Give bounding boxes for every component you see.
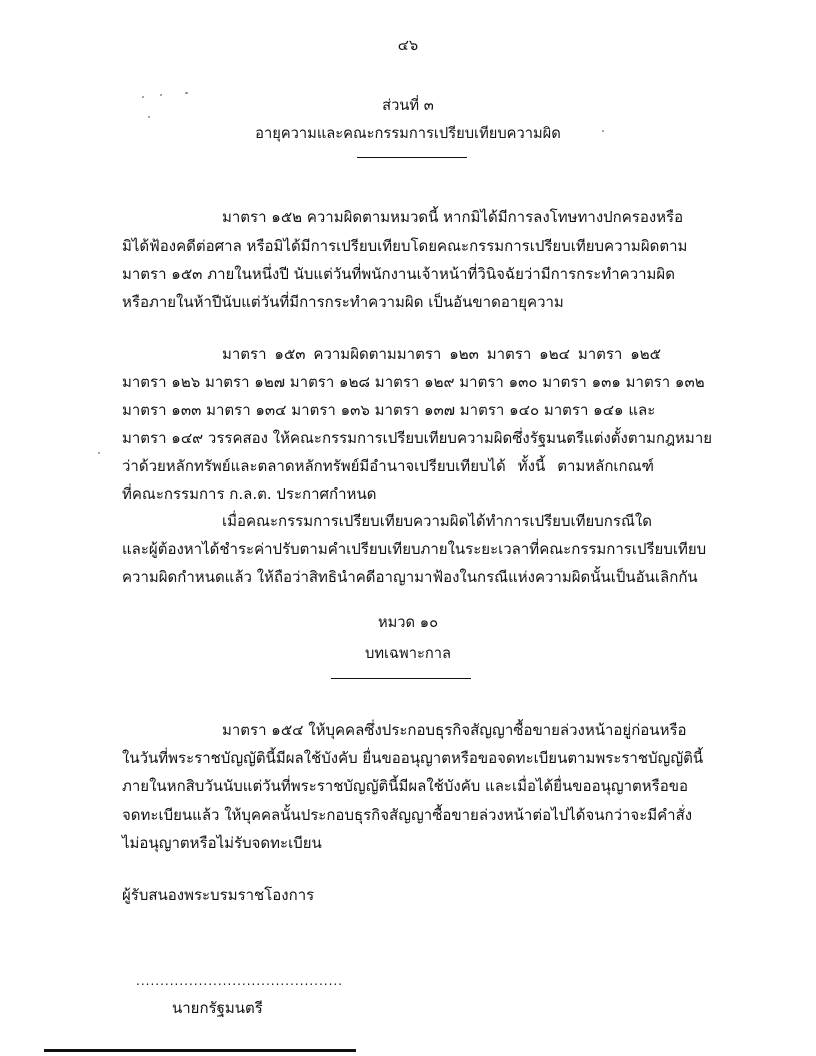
section-152-line: หรือภายในห้าปีนับแต่วันที่มีการกระทำความผิด เป็นอันขาดอายุความ (122, 293, 564, 311)
section-153-line: มาตรา ๑๕๓ ความผิดตามมาตรา ๑๒๓ มาตรา ๑๒๔ มาตรา ๑๒๕ (222, 345, 661, 363)
signature-dotted-line: ........................................... (136, 974, 344, 988)
section-153-line: ที่คณะกรรมการ ก.ล.ต. ประกาศกำหนด (122, 485, 377, 503)
section-152-line: มิได้ฟ้องคดีต่อศาล หรือมิได้มีการเปรียบเทียบโดยคณะกรรมการเปรียบเทียบความผิดตาม (122, 237, 688, 255)
page-number: ๔๖ (397, 37, 419, 54)
page-bottom-border (44, 1049, 356, 1052)
section-153-line: มาตรา ๑๓๓ มาตรา ๑๓๔ มาตรา ๑๓๖ มาตรา ๑๓๗ มาตรา ๑๔๐ มาตรา ๑๔๑ และ (122, 401, 656, 419)
scan-speck (98, 452, 100, 454)
section-153-para2-line: ความผิดกำหนดแล้ว ให้ถือว่าสิทธินำคดีอาญามาฟ้องในกรณีแห่งความผิดนั้นเป็นอันเลิกกัน (122, 568, 698, 586)
section-154-line: มาตรา ๑๕๔ ให้บุคคลซึ่งประกอบธุรกิจสัญญาซื้อขายล่วงหน้าอยู่ก่อนหรือ (222, 721, 687, 739)
section-154-line: ในวันที่พระราชบัญญัตินี้มีผลใช้บังคับ ยื่นขออนุญาตหรือขอจดทะเบียนตามพระราชบัญญัตินี้ (122, 749, 704, 767)
section-153-line: มาตรา ๑๔๙ วรรคสอง ให้คณะกรรมการเปรียบเทียบความผิดซึ่งรัฐมนตรีแต่งตั้งตามกฎหมาย (122, 429, 713, 447)
section-153-para2-line: เมื่อคณะกรรมการเปรียบเทียบความผิดได้ทำการเปรียบเทียบกรณีใด (222, 512, 652, 530)
chapter-subtitle: บทเฉพาะกาล (365, 645, 451, 662)
section-153-para2-line: และผู้ต้องหาได้ชำระค่าปรับตามคำเปรียบเทียบภายในระยะเวลาที่คณะกรรมการเปรียบเทียบ (122, 540, 707, 558)
chapter-underline (331, 678, 471, 679)
scan-speck (148, 116, 150, 118)
section-152-line: มาตรา ๑๕๒ ความผิดตามหมวดนี้ หากมิได้มีการลงโทษทางปกครองหรือ (222, 208, 684, 226)
signatory-title: นายกรัฐมนตรี (172, 999, 263, 1017)
section-153-line: ว่าด้วยหลักทรัพย์และตลาดหลักทรัพย์มีอำนาจเปรียบเทียบได้ ทั้งนี้ ตามหลักเกณฑ์ (122, 457, 654, 475)
section-154-line: ภายในหกสิบวันนับแต่วันที่พระราชบัญญัตินี้มีผลใช้บังคับ และเมื่อได้ยื่นขออนุญาตหรือขอ (122, 777, 688, 795)
part-title: ส่วนที่ ๓ (382, 97, 434, 114)
countersign-label: ผู้รับสนองพระบรมราชโองการ (122, 886, 315, 904)
section-154-line: จดทะเบียนแล้ว ให้บุคคลนั้นประกอบธุรกิจสัญญาซื้อขายล่วงหน้าต่อไปได้จนกว่าจะมีคำสั่ง (122, 806, 693, 824)
chapter-title: หมวด ๑๐ (377, 614, 439, 631)
scan-speck (185, 92, 188, 94)
section-153-line: มาตรา ๑๒๖ มาตรา ๑๒๗ มาตรา ๑๒๘ มาตรา ๑๒๙ มาตรา ๑๓๐ มาตรา ๑๓๑ มาตรา ๑๓๒ (122, 373, 705, 391)
section-154-line: ไม่อนุญาตหรือไม่รับจดทะเบียน (122, 834, 322, 852)
heading-underline (357, 157, 467, 158)
section-152-line: มาตรา ๑๕๓ ภายในหนึ่งปี นับแต่วันที่พนักงานเจ้าหน้าที่วินิจฉัยว่ามีการกระทำความผิด (122, 265, 675, 283)
part-subtitle: อายุความและคณะกรรมการเปรียบเทียบความผิด (255, 125, 561, 142)
